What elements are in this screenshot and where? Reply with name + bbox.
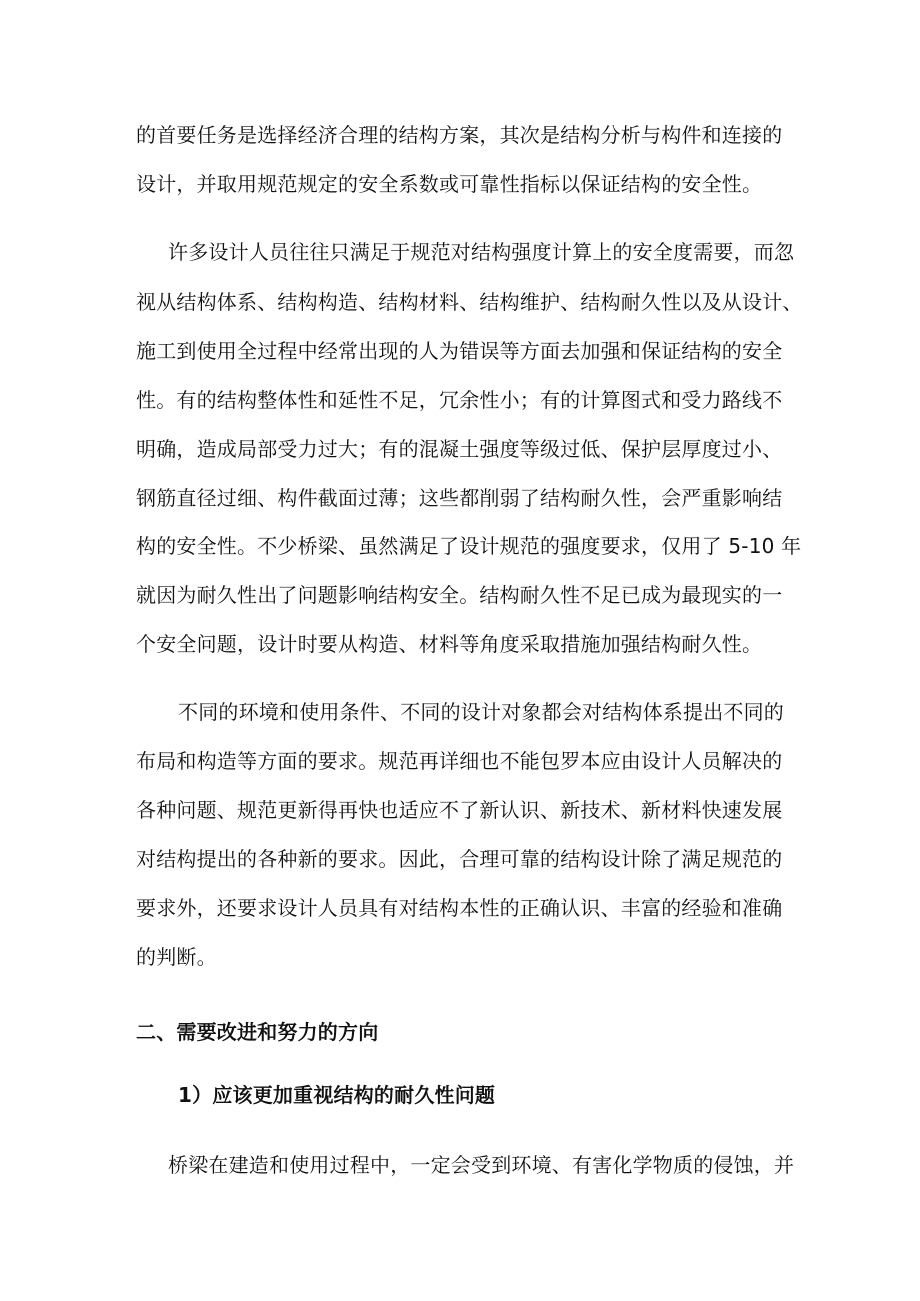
paragraph-line: 设计，并取用规范规定的安全系数或可靠性指标以保证结构的安全性。 — [136, 172, 763, 196]
paragraph-line: 构的安全性。不少桥梁、虽然满足了设计规范的强度要求，仅用了 5-10 年 — [136, 534, 802, 558]
paragraph-line: 不同的环境和使用条件、不同的设计对象都会对结构体系提出不同的 — [178, 700, 784, 724]
paragraph-line: 施工到使用全过程中经常出现的人为错误等方面去加强和保证结构的安全 — [136, 339, 783, 363]
paragraph-line: 对结构提出的各种新的要求。因此，合理可靠的结构设计除了满足规范的 — [136, 847, 783, 871]
paragraph-line: 钢筋直径过细、构件截面过薄；这些都削弱了结构耐久性，会严重影响结 — [136, 486, 783, 510]
paragraph-line: 各种问题、规范更新得再快也适应不了新认识、新技术、新材料快速发展 — [136, 798, 783, 822]
section-heading: 二、需要改进和努力的方向 — [136, 1020, 379, 1044]
paragraph-line: 个安全问题，设计时要从构造、材料等角度采取措施加强结构耐久性。 — [136, 632, 763, 656]
paragraph-line: 许多设计人员往往只满足于规范对结构强度计算上的安全度需要，而忽 — [168, 240, 795, 264]
paragraph-line: 明确，造成局部受力过大；有的混凝土强度等级过低、保护层厚度过小、 — [136, 437, 783, 461]
paragraph-line: 视从结构体系、结构构造、结构材料、结构维护、结构耐久性以及从设计、 — [136, 290, 803, 314]
paragraph-line: 要求外，还要求设计人员具有对结构本性的正确认识、丰富的经验和准确 — [136, 896, 783, 920]
subsection-heading: 1）应该更加重视结构的耐久性问题 — [178, 1083, 496, 1107]
paragraph-line: 桥梁在建造和使用过程中，一定会受到环境、有害化学物质的侵蚀，并 — [168, 1153, 795, 1177]
paragraph-line: 就因为耐久性出了问题影响结构安全。结构耐久性不足已成为最现实的一 — [136, 583, 783, 607]
paragraph-line: 的首要任务是选择经济合理的结构方案，其次是结构分析与构件和连接的 — [136, 123, 783, 147]
paragraph-line: 布局和构造等方面的要求。规范再详细也不能包罗本应由设计人员解决的 — [136, 749, 783, 773]
paragraph-line: 的判断。 — [136, 945, 217, 969]
paragraph-line: 性。有的结构整体性和延性不足，冗余性小；有的计算图式和受力路线不 — [136, 388, 783, 412]
